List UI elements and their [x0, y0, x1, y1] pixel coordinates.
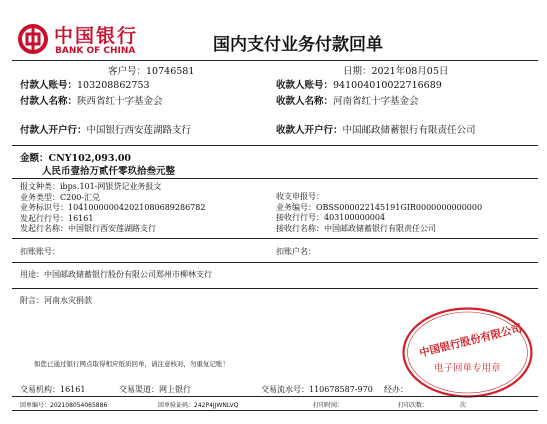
transaction-serial-value: 110678587-970	[309, 385, 373, 394]
date-value: 2021年08月05日	[371, 66, 449, 77]
logo-chinese: 中国银行	[54, 25, 139, 47]
top-divider	[12, 60, 538, 61]
bank-of-china-emblem-icon	[18, 24, 48, 54]
amount-label: 金额：	[20, 153, 49, 164]
transaction-serial-label: 交易流水号：	[261, 385, 309, 394]
payee-account	[276, 77, 442, 91]
payer-account	[20, 77, 150, 91]
amount-value: CNY102,093.00	[48, 153, 132, 164]
purpose-divider	[12, 262, 538, 263]
debit-account-label: 扣账账号：	[20, 247, 60, 256]
print-count: 打印次数：	[398, 402, 429, 409]
payee-bank-value: 中国邮政储蓄银行有限责任公司	[342, 125, 476, 136]
customer-no-label: 客户号：	[108, 66, 147, 77]
receipt-date	[343, 63, 448, 77]
payee-name	[276, 93, 419, 107]
bank-logo	[18, 22, 148, 62]
payee-account-label: 收款人账号：	[276, 80, 334, 91]
payer-name-label: 付款人名称：	[20, 96, 78, 107]
customer-no-value: 10746581	[146, 66, 195, 77]
amount-divider	[12, 145, 538, 146]
payer-name	[20, 93, 163, 107]
detail-business-no: 业务编号：OBSS000022145191GIR0000000000000	[276, 202, 483, 212]
details-left	[20, 182, 205, 235]
memo-divider	[12, 288, 538, 289]
verification-code: 回单验证码：242P4JJWNLVQ	[158, 402, 239, 409]
detail-message-type: 报文种类：ibps.101-网银贷记业务报文	[20, 182, 162, 191]
notice: 如您已通过银行网点取得相应纸质回单，请注意核对，勿重复记账！	[34, 360, 229, 368]
payer-account-value: 103208862753	[77, 80, 150, 91]
payer-name-value: 陕西省红十字基金会	[77, 96, 163, 107]
payer-bank-value: 中国银行西安莲湖路支行	[86, 125, 192, 136]
transaction-channel-value: 网上银行	[159, 385, 191, 394]
transaction-org-label: 交易机构：	[20, 385, 60, 394]
payer-bank	[20, 122, 191, 136]
debit-name-label: 扣账户名：	[276, 247, 316, 256]
receipt-number: 回单编号：202108054065886	[20, 402, 108, 409]
transaction-operator-label: 经办：	[384, 385, 408, 394]
payee-name-label: 收款人名称：	[276, 96, 334, 107]
detail-receiver-bank-no: 接收行行号：403100000004	[276, 213, 386, 222]
electronic-receipt-stamp	[400, 305, 535, 400]
detail-sender-bank-name: 发起行名称：中国银行西安莲湖路支行	[20, 224, 156, 233]
print-time: 打印时间：	[313, 402, 344, 409]
date-label: 日期：	[343, 66, 372, 77]
page-title: 国内支付业务付款回单	[213, 35, 383, 55]
print-count-unit: 次	[460, 402, 467, 409]
debit-divider	[12, 238, 538, 239]
details-divider	[12, 178, 538, 179]
detail-declaration-no: 收支申报号：	[276, 192, 324, 201]
payee-account-value: 941004010022716689	[333, 80, 442, 91]
amount-in-words: 人民币壹拾万贰仟零玖拾叁元整	[42, 166, 176, 177]
stamp-org: 中国银行股份有限公司	[418, 322, 524, 360]
details-right	[276, 192, 482, 234]
transaction-channel	[119, 384, 191, 395]
detail-receiver-bank-name: 接收行名称：中国邮政储蓄银行有限责任公司	[276, 223, 436, 233]
footer-divider	[12, 396, 538, 397]
memo: 附言：河南水灾捐款	[20, 296, 92, 305]
detail-sender-bank-no: 发起行行号：16161	[20, 213, 94, 223]
payer-bank-label: 付款人开户行：	[20, 125, 87, 136]
customer-no	[108, 63, 194, 77]
stamp-type: 电子回单专用章	[434, 363, 501, 374]
amount	[20, 150, 131, 164]
detail-business-id: 业务标识号：104100000042021080689286782	[20, 203, 206, 212]
detail-business-type: 业务类型：C200-汇兑	[20, 192, 101, 202]
payer-account-label: 付款人账号：	[20, 80, 78, 91]
logo-english: BANK OF CHINA	[55, 46, 136, 56]
transaction-channel-label: 交易渠道：	[119, 385, 159, 394]
transaction-serial	[261, 384, 373, 395]
payee-bank	[276, 122, 476, 136]
purpose: 用途：中国邮政储蓄银行股份有限公司郑州市柳林支行	[20, 270, 212, 279]
transaction-org	[20, 384, 85, 395]
bottom-border	[12, 410, 538, 411]
transaction-org-value: 16161	[60, 385, 86, 394]
payee-bank-label: 收款人开户行：	[276, 125, 343, 136]
payee-name-value: 河南省红十字基金会	[333, 96, 419, 107]
